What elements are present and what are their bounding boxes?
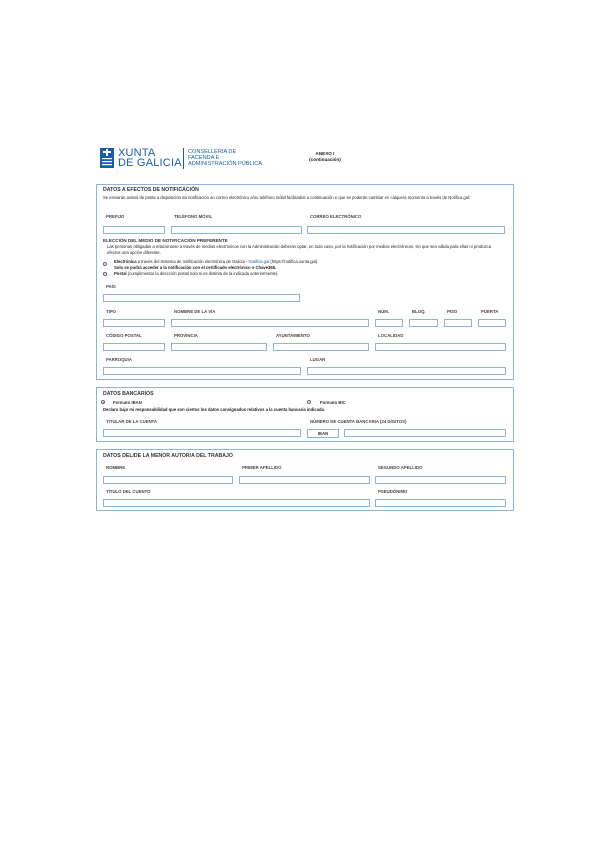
department-line2: FACENDA E xyxy=(188,155,220,161)
locality-input[interactable] xyxy=(375,343,506,351)
anexo-line1: ANEXO I xyxy=(315,151,335,156)
prefix-label: PREFIJO xyxy=(106,214,125,219)
notifica-link[interactable]: Notifica.gal xyxy=(248,259,270,264)
country-input[interactable] xyxy=(103,294,300,302)
mobile-label: TELÉFONO MÓVIL xyxy=(174,214,213,219)
municipality-input[interactable] xyxy=(273,343,369,351)
parish-label: PARROQUIA xyxy=(106,357,132,362)
preferred-medium-title: ELECCIÓN DEL MEDIO DE NOTIFICACIÓN PREFERENTE xyxy=(103,238,228,243)
door-input[interactable] xyxy=(478,319,506,327)
number-input[interactable] xyxy=(375,319,403,327)
block-label: BLOQ. xyxy=(412,309,426,314)
place-input[interactable] xyxy=(307,367,506,375)
first-name-input[interactable] xyxy=(103,476,233,484)
story-title-input[interactable] xyxy=(103,499,370,507)
first-surname-label: PRIMER APELLIDO xyxy=(242,465,282,470)
galicia-flag-icon xyxy=(100,148,114,168)
postal-code-input[interactable] xyxy=(103,343,165,351)
electronic-option-text: a través del Sistema de notificación electrónica de Galicia - xyxy=(136,259,248,264)
anexo-line2: (continuación) xyxy=(309,157,341,162)
country-label: PAÍS xyxy=(106,284,116,289)
door-label: PUERTA xyxy=(481,309,499,314)
second-surname-input[interactable] xyxy=(375,476,506,484)
bic-format-label: Formato BIC xyxy=(320,400,346,405)
pseudonym-input[interactable] xyxy=(375,499,506,507)
account-holder-input[interactable] xyxy=(103,429,301,437)
minor-section-title: DATOS DEL/DE LA MENOR AUTOR/A DEL TRABAJO xyxy=(103,453,233,459)
electronic-option xyxy=(114,259,504,265)
electronic-radio[interactable] xyxy=(103,262,107,266)
department-line3: ADMINISTRACIÓN PÚBLICA xyxy=(188,161,262,167)
notification-section-title: DATOS A EFECTOS DE NOTIFICACIÓN xyxy=(103,187,199,193)
floor-label: PISO xyxy=(447,309,458,314)
prefix-input[interactable] xyxy=(103,226,165,234)
bank-section-title: DATOS BANCARIOS xyxy=(103,391,154,397)
postal-radio[interactable] xyxy=(103,272,107,276)
number-label: NÚM. xyxy=(378,309,389,314)
bank-declaration: Declaro bajo mi responsabilidad que son ciertos los datos consignados relativos a la cuenta bancaria indicada. xyxy=(103,407,326,412)
iban-prefix-tag: IBAN xyxy=(307,429,339,438)
electronic-option-bold: Electrónica xyxy=(114,259,137,264)
logo-line2: DE GALICIA xyxy=(118,157,182,169)
type-label: TIPO xyxy=(106,309,117,314)
logo-divider xyxy=(183,148,184,169)
story-title-label: TÍTULO DEL CUENTO xyxy=(106,489,151,494)
bic-format-radio[interactable] xyxy=(307,400,311,404)
notification-intro: Se enviarán avisos de posta a disposición da notificación ao correo electrónico e/ou teléfono móbil facilitados a continuación e que se poderán cambiar en calquera momento a través de Notifica.gal: xyxy=(103,195,471,200)
first-surname-input[interactable] xyxy=(239,476,370,484)
postal-option-text: (cumplimentar la dirección postal solo si es distinta de la indicada anteriormente). xyxy=(126,271,279,276)
second-surname-label: SEGUNDO APELLIDO xyxy=(378,465,423,470)
xunta-logo xyxy=(118,148,182,168)
preferred-medium-text: Las personas obligadas a relacionarse a través de medios electrónicos con la Administración deberán optar, en todo caso, por la notificación por medios electrónicos, sin que sea válida para ellas ni produzca efectos una opción diferente. xyxy=(107,244,492,255)
account-number-input[interactable] xyxy=(344,429,506,437)
notifica-url: (https://notifica.xunta.gal). xyxy=(269,259,319,264)
place-label: LUGAR xyxy=(310,357,326,362)
locality-label: LOCALIDAD xyxy=(378,333,404,338)
email-label: CORREO ELECTRÓNICO xyxy=(310,214,362,219)
iban-format-label: Formato IBAN xyxy=(113,400,142,405)
street-name-label: NOMBRE DE LA VÍA xyxy=(174,309,216,314)
parish-input[interactable] xyxy=(103,367,301,375)
postal-option-bold: Postal xyxy=(114,271,127,276)
type-input[interactable] xyxy=(103,319,165,327)
postal-option xyxy=(114,271,279,277)
pseudonym-label: PSEUDÓNIMO xyxy=(378,489,408,494)
iban-format-radio[interactable] xyxy=(101,400,105,404)
postal-code-label: CÓDIGO POSTAL xyxy=(106,333,142,338)
anexo-label xyxy=(300,151,350,163)
block-input[interactable] xyxy=(409,319,438,327)
logo-line1: XUNTA xyxy=(118,147,156,159)
department-line1: CONSELLERÍA DE xyxy=(188,149,237,155)
email-input[interactable] xyxy=(307,226,505,234)
floor-input[interactable] xyxy=(444,319,472,327)
province-input[interactable] xyxy=(171,343,267,351)
electronic-option-note: Solo se podrá acceder a la notificación con el certificado electrónico o Chave365. xyxy=(114,265,277,270)
province-label: PROVINCIA xyxy=(174,333,198,338)
account-holder-label: TITULAR DE LA CUENTA xyxy=(106,419,158,424)
municipality-label: AYUNTAMIENTO xyxy=(276,333,310,338)
first-name-label: NOMBRE xyxy=(106,465,126,470)
department-name xyxy=(188,149,262,167)
mobile-input[interactable] xyxy=(171,226,302,234)
account-number-label: NÚMERO DE CUENTA BANCARIA (24 DÍGITOS) xyxy=(310,419,407,424)
street-name-input[interactable] xyxy=(171,319,369,327)
